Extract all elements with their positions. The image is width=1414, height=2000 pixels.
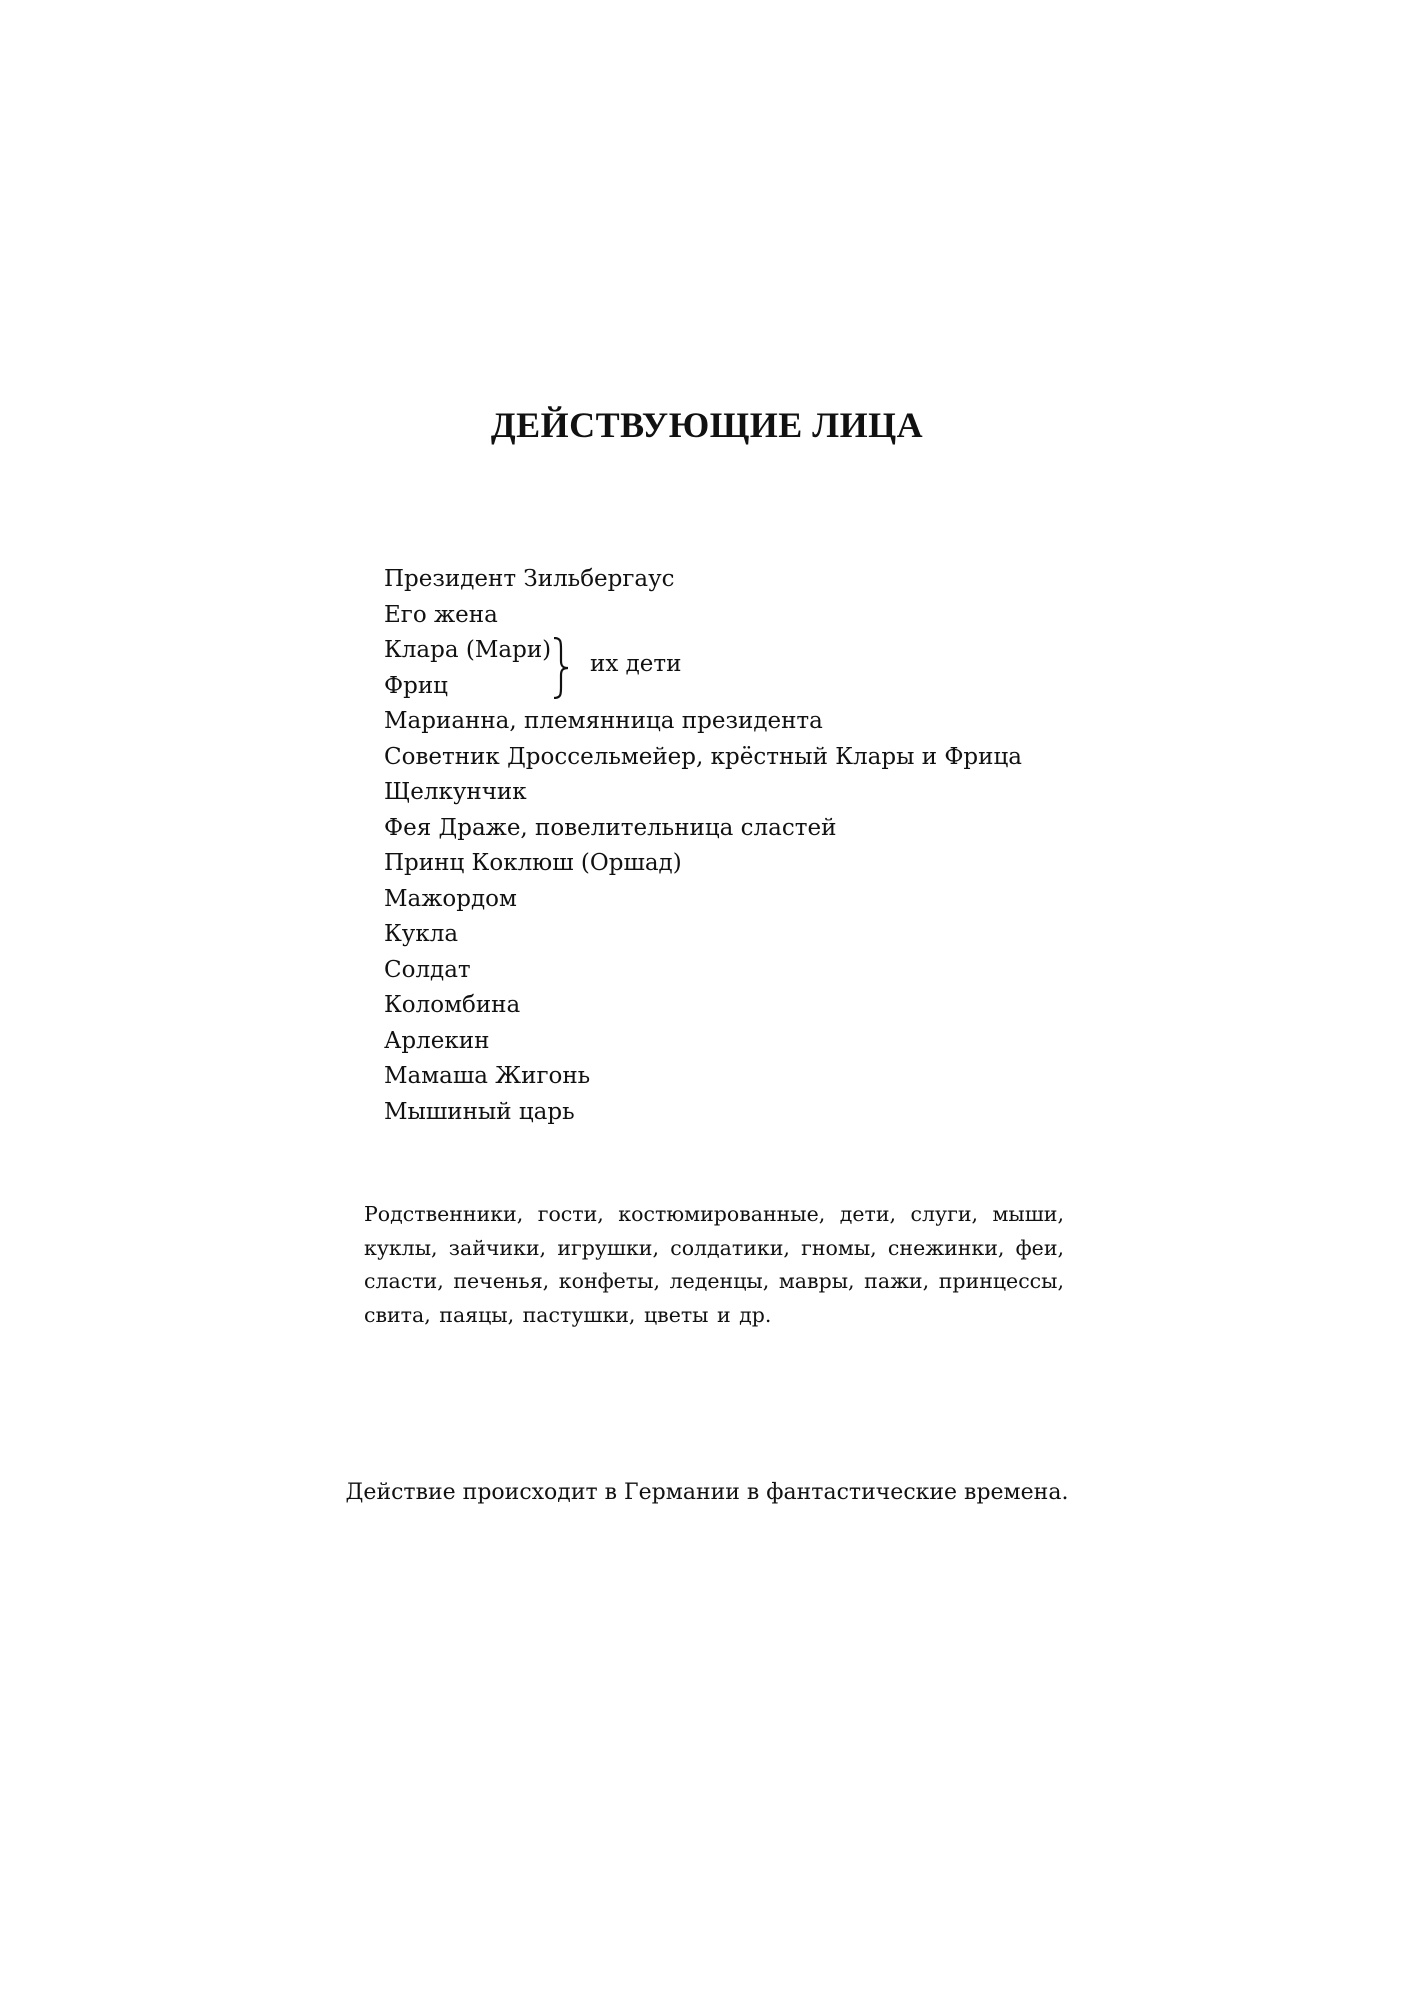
cast-item: Мышиный царь xyxy=(384,1098,575,1125)
cast-item: Принц Коклюш (Оршад) xyxy=(384,850,682,876)
right-brace-icon xyxy=(552,637,570,699)
cast-item: Советник Дроссельмейер, крёстный Клары и Фрица xyxy=(384,743,1022,770)
cast-item: Его жена xyxy=(384,601,498,628)
cast-list xyxy=(384,562,1144,1130)
cast-item: Фриц xyxy=(384,672,448,699)
cast-item: Президент Зильбергаус xyxy=(384,566,675,592)
cast-item: Мажордом xyxy=(384,885,517,912)
cast-item: Фея Драже, повелительница сластей xyxy=(384,814,837,841)
cast-item: Мамаша Жигонь xyxy=(384,1063,591,1089)
children-group-label: их дети xyxy=(590,651,682,677)
children-group xyxy=(384,633,1144,704)
setting-note: Действие происходит в Германии в фантастические времена. xyxy=(345,1480,1069,1505)
cast-item: Коломбина xyxy=(384,992,521,1018)
page-title: ДЕЙСТВУЮЩИЕ ЛИЦА xyxy=(490,405,924,445)
cast-item: Щелкунчик xyxy=(384,779,527,805)
cast-item: Марианна, племянница президента xyxy=(384,708,823,734)
cast-item: Арлекин xyxy=(384,1027,490,1054)
cast-item: Кукла xyxy=(384,921,459,947)
cast-item: Солдат xyxy=(384,956,471,983)
extras-paragraph: Родственники, гости, костюмированные, дети, слуги, мыши, куклы, зайчики, игрушки, солдатики, гномы, снежинки, феи, сласти, печенья, конфеты, леденцы, мавры, пажи, принцессы, свита, паяцы, пастушки, цветы и др. xyxy=(364,1202,1064,1327)
cast-item: Клара (Мари) xyxy=(384,637,552,663)
